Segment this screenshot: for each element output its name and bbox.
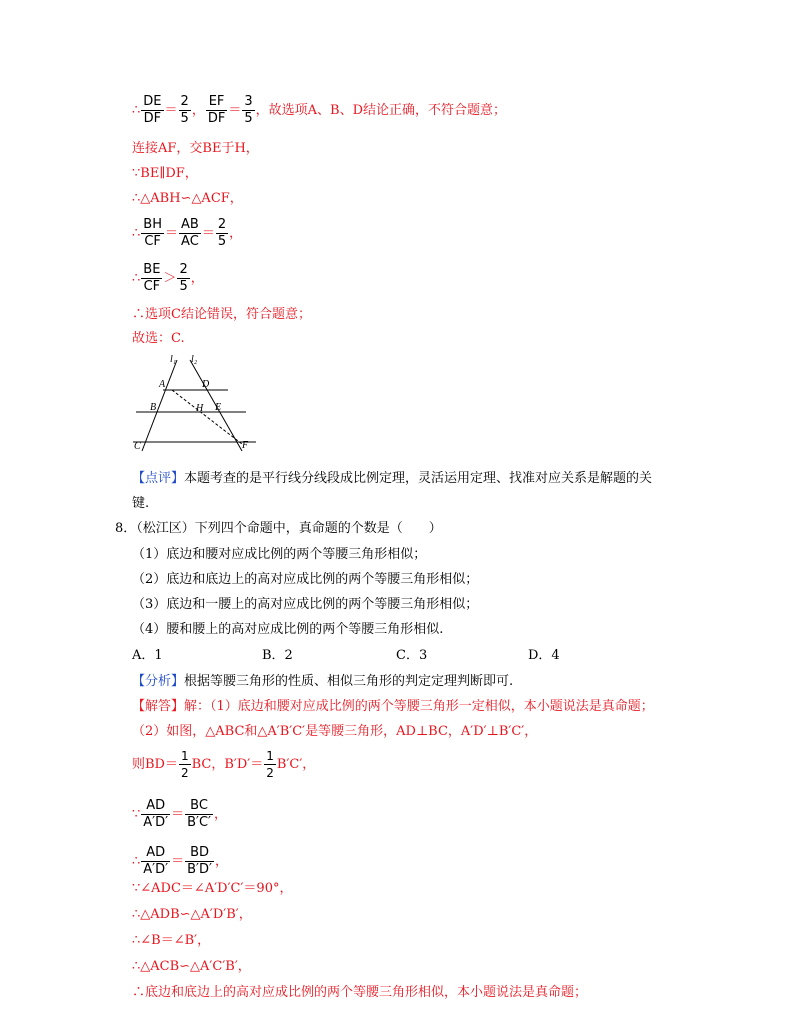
label-f: F [242, 440, 249, 451]
connect-line: 连接AF，交BE于H， [132, 141, 259, 156]
fraction-ef-df: $\frac{EF}{DF}$ [207, 94, 226, 126]
fraction-de-df: $\frac{DE}{DF}$ [143, 94, 162, 126]
proposition-3: （3）底边和一腰上的高对应成比例的两个等腰三角形相似； [132, 597, 479, 612]
conclusion-text: ，故选项A、B、D结论正确，不符合题意； [255, 103, 506, 118]
option-b: B．2 [262, 648, 293, 663]
label-a: A [159, 379, 166, 390]
answer-line: 【解答】解：（1）底边和腰对应成比例的两个等腰三角形一定相似，本小题说法是真命题； [132, 699, 654, 714]
answer-tag: 【解答】 [132, 699, 185, 714]
similar-abh-acf-line: ∴△ABH∽△ACF， [132, 191, 243, 206]
angle-90-line: ∵∠ADC＝∠A′D′C′＝90°， [132, 881, 293, 896]
proposition-4: （4）腰和腰上的高对应成比例的两个等腰三角形相似. [132, 622, 444, 637]
line-l1 [142, 360, 177, 451]
similar-acb-line: ∴△ACB∽△A′C′B′， [132, 959, 251, 974]
conclusion-line: ∴底边和底边上的高对应成比例的两个等腰三角形相似，本小题说法是真命题； [132, 985, 588, 1000]
label-c: C [134, 441, 141, 452]
fraction-2-5: $\frac{2}{5}$ [180, 94, 189, 126]
therefore-symbol: ∴ [132, 103, 141, 118]
ratio-line-5: ∴ $\frac{AD}{A'D'}$ ＝ $\frac{BD}{B'D'}$ ， [132, 845, 228, 877]
option-a: A．1 [132, 648, 163, 663]
ratio-line-1: ∴ $\frac{DE}{DF}$ ＝ $\frac{2}{5}$ ， $\frac{EF}{DF}$ ＝ $\frac{3}{5}$ ，故选项A、B、D结论正确，不符合题意； [132, 94, 506, 126]
question-8-stem: 8．（松江区）下列四个命题中，真命题的个数是（ ） [115, 521, 442, 536]
proposition-2: （2）底边和底边上的高对应成比例的两个等腰三角形相似； [132, 572, 479, 587]
analysis-line: 【分析】根据等腰三角形的性质、相似三角形的判定定理判断即可. [132, 674, 514, 689]
label-l2: l₂ [191, 354, 198, 365]
choose-c-line: 故选：C. [132, 331, 185, 346]
parallel-lines-figure [128, 350, 268, 455]
label-b: B [150, 402, 157, 413]
fraction-3-5: $\frac{3}{5}$ [244, 94, 253, 126]
analysis-tag: 【分析】 [132, 674, 185, 689]
proposition-1: （1）底边和腰对应成比例的两个等腰三角形相似； [132, 547, 427, 562]
dashed-line-af [172, 390, 242, 444]
label-l1: l₁ [170, 354, 177, 365]
similar-adb-line: ∴△ADB∽△A′D′B′， [132, 907, 252, 922]
comment-tag: 【点评】 [132, 471, 185, 486]
comment-line-2: 键. [132, 496, 150, 511]
part-2-line: （2）如图，△ABC和△A′B′C′是等腰三角形，AD⊥BC，A′D′⊥B′C′， [132, 724, 538, 739]
ratio-line-3: ∴ $\frac{BE}{CF}$ ＞ $\frac{2}{5}$ ， [132, 262, 204, 294]
ratio-line-4: ∵ $\frac{AD}{A'D'}$ ＝ $\frac{BC}{B'C'}$ ， [132, 798, 228, 830]
ratio-line-2: ∴ $\frac{BH}{CF}$ ＝ $\frac{AB}{AC}$ ＝ $\frac{2}{5}$ ， [132, 217, 243, 249]
option-d: D．4 [528, 648, 560, 663]
comment-line-1: 【点评】本题考查的是平行线分线段成比例定理，灵活运用定理、找准对应关系是解题的关 [132, 471, 653, 486]
label-h: H [196, 403, 204, 414]
because-parallel-line: ∵BE∥DF， [132, 166, 198, 181]
option-c: C．3 [396, 648, 428, 663]
half-line: 则BD＝ $\frac{1}{2}$ BC，B′D′＝ $\frac{1}{2}$ B′C′， [132, 749, 316, 780]
label-d: D [202, 379, 210, 390]
label-e: E [215, 402, 222, 413]
option-c-wrong-line: ∴选项C结论错误，符合题意； [132, 307, 311, 322]
angle-b-line: ∴∠B＝∠B′， [132, 933, 211, 948]
